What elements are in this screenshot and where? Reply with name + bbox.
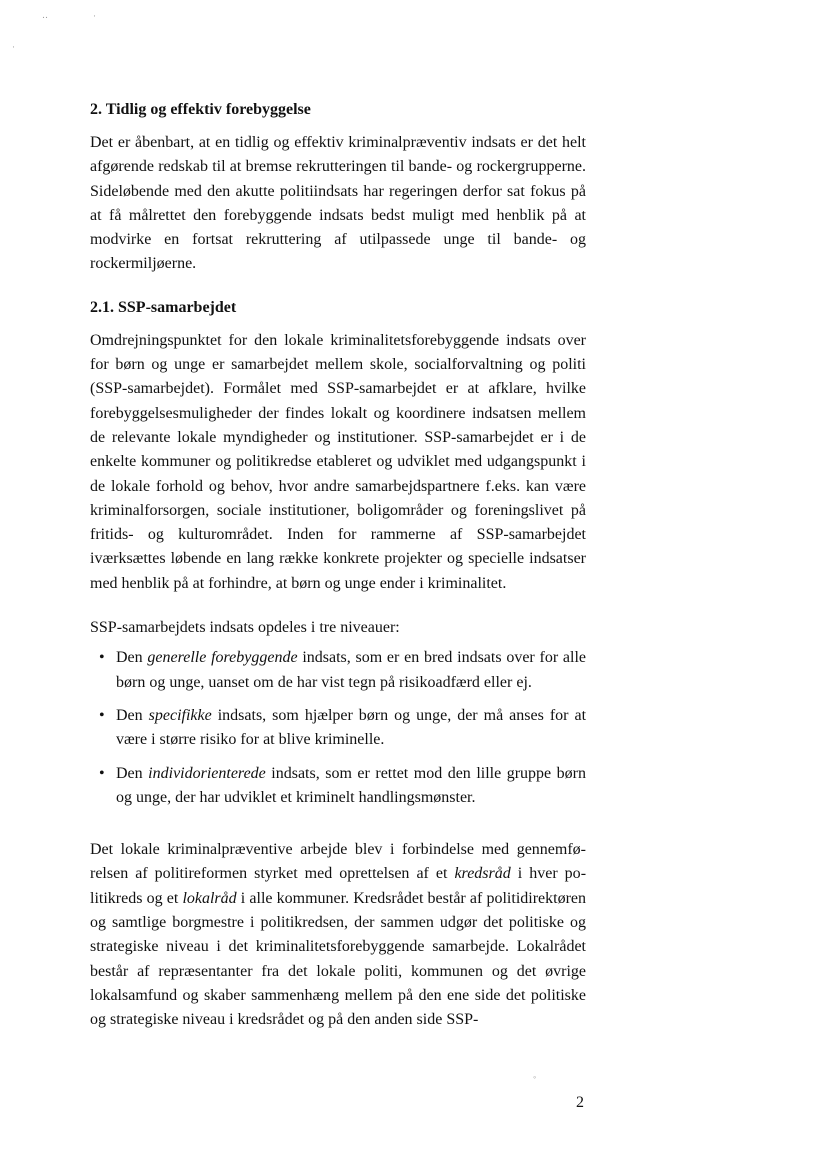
section-2-paragraph: Det er åbenbart, at en tidlig og effektiv kriminalpræventiv indsats er det helt afgørende redskab til at bremse rekrutteringen til bande- og rockergrupperne. Sideløbende med den akutte politiindsats har regeringen derfor sat fokus på at få målrettet den forebyggende indsats bedst muligt med henblik på at modvirke en fortsat rekruttering af utilpassede unge til bande- og rockermiljøerne. <box>90 134 586 273</box>
emphasis: kredsråd <box>454 865 511 883</box>
scan-speck: · <box>12 42 15 52</box>
emphasis: specifikke <box>148 706 212 724</box>
list-item: • Den generelle forebyggende indsats, som er en bred indsats over for alle børn og unge, uanset om de har vist tegn på risikoadfærd eller ej. <box>90 646 586 695</box>
document-body <box>90 99 586 1033</box>
bullet-icon: • <box>99 649 105 667</box>
closing-paragraph: Det lokale kriminalpræventive arbejde blev i forbindelse med gennemførelsen af politireformen styrket med oprettelsen af et kredsråd i hver politikreds og et lokalråd i alle kommuner. Kredsrådet består af politidirektøren og samtlige borgmestre i politikredsen, der sammen udgør det politiske og strategiske niveau i det kriminalitetsforebyggende samarbejde. Lokalrådet består af repræsentanter fra det lokale politi, kommunen og det øvrige lokalsamfund og skaber sammenhæng mellem på den ene side det politiske og strategiske niveau i kredsrådet og på den anden side SSP- <box>90 841 587 1029</box>
scan-speck: · <box>93 11 96 21</box>
scan-speck: ‥ <box>42 10 49 20</box>
emphasis: individorienterede <box>148 764 266 782</box>
bullet-icon: • <box>99 706 105 724</box>
section-2-1-paragraph: Omdrejningspunktet for den lokale kriminalitetsforebyggende indsats over for børn og unge er samarbejdet mellem skole, socialforvaltning og politi (SSP-samarbejdet). Formålet med SSP-samarbejdet er at afklare, hvilke forebyggelsesmuligheder der findes lokalt og koordinere indsatsen mellem de relevante lokale myndigheder og institutioner. SSP-samarbejdet er i de enkelte kommuner og politikredse etableret og udviklet med udgangspunkt i de lokale forhold og behov, hvor andre samarbejdspartnere f.eks. kan være kriminalforsorgen, sociale institutioner, boligområder og foreningslivet på fritids- og kulturområdet. Inden for rammerne af SSP-samarbejdet iværksættes løbende en lang række konkrete projekter og specielle indsatser med henblik på at forhindre, at børn og unge ender i kriminalitet. <box>90 331 586 592</box>
list-item: • Den specifikke indsats, som hjælper børn og unge, der må anses for at være i større risiko for at blive kriminelle. <box>90 704 586 753</box>
scan-speck: ◦ <box>533 1072 537 1082</box>
emphasis: generelle forebyggende <box>147 649 298 667</box>
emphasis: lokalråd <box>182 889 237 907</box>
section-2-heading: 2. Tidlig og effektiv forebyggelse <box>90 101 311 118</box>
levels-list <box>90 646 586 810</box>
section-2-1-heading: 2.1. SSP-samarbejdet <box>90 298 237 316</box>
bullet-icon: • <box>99 764 105 782</box>
page-number: 2 <box>576 1094 584 1111</box>
list-item: • Den individorienterede indsats, som er rettet mod den lille gruppe børn og unge, der har udviklet et kriminelt handlingsmønster. <box>90 762 586 811</box>
list-intro: SSP-samarbejdets indsats opdeles i tre niveauer: <box>90 619 400 637</box>
